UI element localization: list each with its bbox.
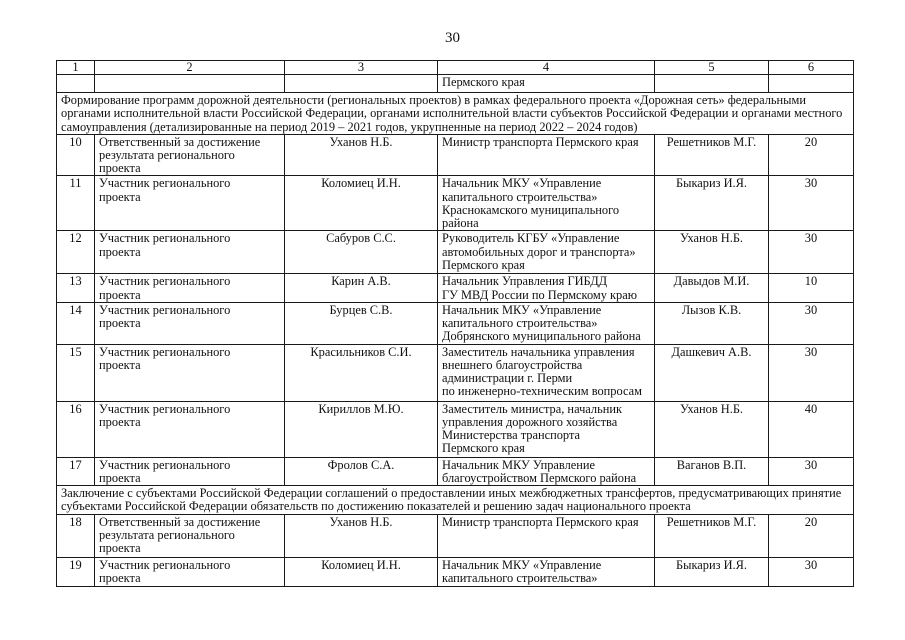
row-number: 10: [57, 134, 95, 176]
role-line: результата регионального: [99, 527, 235, 542]
role-line: проекта: [99, 316, 141, 331]
position-line: капитального строительства»: [442, 570, 598, 585]
role-cell: [95, 302, 285, 344]
superior-name: Быкариз И.Я.: [655, 557, 769, 586]
section-title: Формирование программ дорожной деятельности (региональных проектов) в рамках федерального проекта «Дорожная сеть» федеральными органами исполнительной власти Российской Федерации, органами исполнительной власти субъектов Российской Федерации и органами местного самоуправления (детализированные на период 2019 – 2021 годов, укрупненные на период 2022 – 2024 годов): [57, 93, 854, 135]
role-line: Участник регионального: [99, 557, 231, 572]
superior-name: Уханов Н.Б.: [655, 401, 769, 457]
person-name: Карин А.В.: [285, 274, 438, 302]
role-cell: [95, 176, 285, 231]
position-line: администрации г. Перми: [442, 371, 573, 386]
position-line: Пермского края: [442, 441, 525, 456]
role-line: проекта: [99, 415, 141, 430]
role-line: Ответственный за достижение: [99, 134, 261, 149]
position-cell: [438, 75, 655, 93]
empty-cell: [769, 75, 854, 93]
table-row: [57, 457, 854, 485]
column-number: 5: [655, 61, 769, 75]
role-line: Участник регионального: [99, 401, 231, 416]
section-title: Заключение с субъектами Российской Федерации соглашений о предоставлении иных межбюджетных трансфертов, предусматривающих принятие субъектами Российской Федерации обязательств по достижению показателей и решению задач национального проекта: [57, 486, 854, 514]
role-cell: [95, 557, 285, 586]
position-line: Краснокамского муниципального: [442, 202, 620, 217]
position-line: Пермского края: [442, 257, 525, 272]
role-line: проекта: [99, 189, 141, 204]
position-line: Начальник МКУ «Управление: [442, 557, 602, 572]
column-number: 4: [438, 61, 655, 75]
table-row: [57, 231, 854, 274]
involvement-percent: 30: [769, 457, 854, 485]
person-name: Сабуров С.С.: [285, 231, 438, 274]
section-row: [57, 93, 854, 135]
continuation-row: [57, 75, 854, 93]
position-line: Добрянского муниципального района: [442, 329, 641, 344]
position-line: капитального строительства»: [442, 189, 598, 204]
superior-name: Дашкевич А.В.: [655, 344, 769, 401]
table-row: [57, 134, 854, 176]
position-line: внешнего благоустройства: [442, 358, 583, 373]
position-line: автомобильных дорог и транспорта»: [442, 244, 636, 259]
row-number: 11: [57, 176, 95, 231]
involvement-percent: 30: [769, 344, 854, 401]
role-line: проекта: [99, 287, 141, 302]
position-line: Начальник МКУ Управление: [442, 457, 596, 472]
position-cell: [438, 302, 655, 344]
table-row: [57, 176, 854, 231]
involvement-percent: 10: [769, 274, 854, 302]
role-line: Участник регионального: [99, 176, 231, 191]
table-row: [57, 401, 854, 457]
position-cell: [438, 134, 655, 176]
position-line: ГУ МВД России по Пермскому краю: [442, 287, 638, 302]
role-cell: [95, 457, 285, 485]
position-line: благоустройством Пермского района: [442, 471, 637, 486]
involvement-percent: 30: [769, 557, 854, 586]
role-cell: [95, 344, 285, 401]
table-row: [57, 274, 854, 302]
role-line: проекта: [99, 570, 141, 585]
participants-table: [56, 60, 854, 587]
position-cell: [438, 557, 655, 586]
role-line: проекта: [99, 541, 141, 556]
page-number: 30: [445, 30, 460, 46]
role-line: Участник регионального: [99, 302, 231, 317]
involvement-percent: 20: [769, 514, 854, 557]
role-line: Участник регионального: [99, 457, 231, 472]
column-number-row: [57, 61, 854, 75]
position-line: района: [442, 216, 479, 231]
role-line: результата регионального: [99, 148, 235, 163]
role-line: Участник регионального: [99, 274, 231, 289]
role-line: Ответственный за достижение: [99, 514, 261, 529]
column-number: 2: [95, 61, 285, 75]
empty-cell: [285, 75, 438, 93]
superior-name: Быкариз И.Я.: [655, 176, 769, 231]
column-number: 6: [769, 61, 854, 75]
position-line: Министр транспорта Пермского края: [442, 514, 639, 529]
column-number: 3: [285, 61, 438, 75]
empty-cell: [655, 75, 769, 93]
position-line: Начальник МКУ «Управление: [442, 176, 602, 191]
row-number: 17: [57, 457, 95, 485]
position-line: Начальник Управления ГИБДД: [442, 274, 608, 289]
person-name: Бурцев С.В.: [285, 302, 438, 344]
superior-name: Давыдов М.И.: [655, 274, 769, 302]
row-number: 15: [57, 344, 95, 401]
table-row: [57, 557, 854, 586]
position-line: Пермского края: [442, 75, 525, 90]
position-cell: [438, 514, 655, 557]
superior-name: Уханов Н.Б.: [655, 231, 769, 274]
role-line: проекта: [99, 358, 141, 373]
role-cell: [95, 274, 285, 302]
superior-name: Решетников М.Г.: [655, 514, 769, 557]
position-line: Заместитель министра, начальник: [442, 401, 623, 416]
position-line: по инженерно-техническим вопросам: [442, 384, 642, 399]
role-line: проекта: [99, 244, 141, 259]
position-line: Руководитель КГБУ «Управление: [442, 231, 620, 246]
empty-cell: [95, 75, 285, 93]
position-line: Министерства транспорта: [442, 428, 581, 443]
row-number: 14: [57, 302, 95, 344]
table-row: [57, 514, 854, 557]
role-line: проекта: [99, 161, 141, 176]
row-number: 13: [57, 274, 95, 302]
empty-cell: [57, 75, 95, 93]
involvement-percent: 30: [769, 176, 854, 231]
column-number: 1: [57, 61, 95, 75]
position-line: Начальник МКУ «Управление: [442, 302, 602, 317]
role-line: Участник регионального: [99, 344, 231, 359]
table-row: [57, 344, 854, 401]
position-line: Министр транспорта Пермского края: [442, 134, 639, 149]
position-cell: [438, 344, 655, 401]
position-line: управления дорожного хозяйства: [442, 415, 618, 430]
role-cell: [95, 401, 285, 457]
role-cell: [95, 514, 285, 557]
row-number: 16: [57, 401, 95, 457]
person-name: Красильников С.И.: [285, 344, 438, 401]
person-name: Кириллов М.Ю.: [285, 401, 438, 457]
involvement-percent: 30: [769, 302, 854, 344]
person-name: Коломиец И.Н.: [285, 176, 438, 231]
person-name: Коломиец И.Н.: [285, 557, 438, 586]
person-name: Уханов Н.Б.: [285, 134, 438, 176]
involvement-percent: 40: [769, 401, 854, 457]
superior-name: Ваганов В.П.: [655, 457, 769, 485]
row-number: 18: [57, 514, 95, 557]
position-cell: [438, 231, 655, 274]
position-line: Заместитель начальника управления: [442, 344, 635, 359]
involvement-percent: 30: [769, 231, 854, 274]
position-cell: [438, 176, 655, 231]
position-cell: [438, 401, 655, 457]
row-number: 12: [57, 231, 95, 274]
position-cell: [438, 457, 655, 485]
role-line: Участник регионального: [99, 231, 231, 246]
involvement-percent: 20: [769, 134, 854, 176]
row-number: 19: [57, 557, 95, 586]
position-cell: [438, 274, 655, 302]
person-name: Фролов С.А.: [285, 457, 438, 485]
role-line: проекта: [99, 471, 141, 486]
position-line: капитального строительства»: [442, 316, 598, 331]
table-row: [57, 302, 854, 344]
role-cell: [95, 231, 285, 274]
role-cell: [95, 134, 285, 176]
section-row: [57, 486, 854, 514]
superior-name: Решетников М.Г.: [655, 134, 769, 176]
superior-name: Лызов К.В.: [655, 302, 769, 344]
person-name: Уханов Н.Б.: [285, 514, 438, 557]
